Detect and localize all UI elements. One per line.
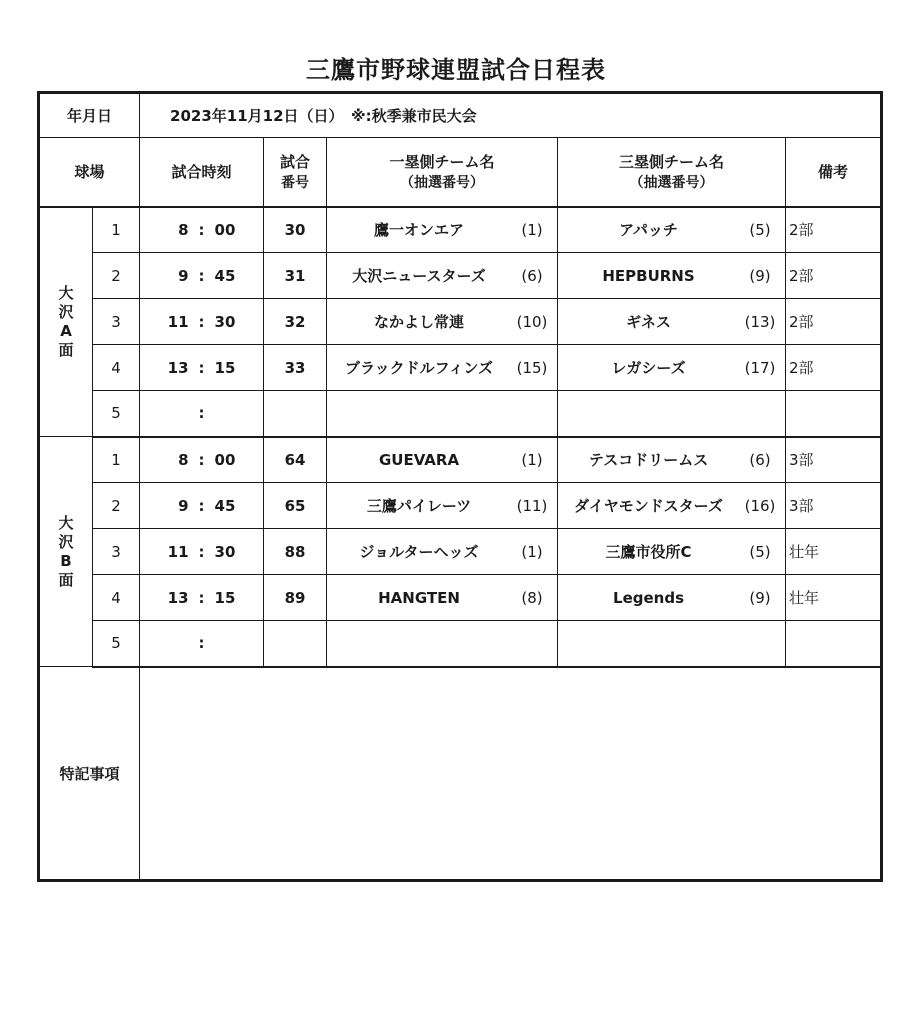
third-base-team-wrap [558, 219, 785, 240]
time-hour [163, 404, 189, 422]
game-row [39, 345, 882, 391]
third-base-team-wrap [558, 589, 785, 607]
first-base-team-wrap [327, 219, 557, 240]
time-hour: 9 [178, 496, 189, 515]
time-minute: 45 [214, 496, 236, 515]
header-game-number-line1: 試合 [280, 153, 311, 172]
game-order: 1 [93, 437, 140, 483]
game-order: 5 [93, 621, 140, 667]
time-separator: : [198, 634, 205, 653]
time-separator: : [198, 266, 205, 285]
third-base-draw-number: (5) [749, 542, 771, 561]
first-base-team [327, 391, 558, 437]
game-remarks: 壮年 [786, 575, 882, 621]
first-base-team [327, 253, 558, 299]
time-wrap [140, 543, 263, 561]
game-number: 88 [264, 529, 327, 575]
court-label-char: A [60, 321, 72, 340]
game-row [39, 483, 882, 529]
third-base-team-wrap [558, 449, 785, 470]
game-row [39, 299, 882, 345]
third-base-team [558, 575, 786, 621]
third-base-team [558, 529, 786, 575]
time-hour [163, 634, 189, 652]
time-hour: 9 [178, 266, 189, 285]
game-order: 3 [93, 529, 140, 575]
time-wrap [140, 221, 263, 239]
third-base-draw-number: (6) [749, 450, 771, 469]
game-time [140, 529, 264, 575]
time-hour: 11 [167, 312, 189, 331]
game-time [140, 207, 264, 253]
header-first-base-team [327, 138, 558, 207]
third-base-draw-number: (17) [744, 358, 776, 377]
header-third-base-line1: 三塁側チーム名 [619, 153, 725, 172]
third-base-team-name: 三鷹市役所C [605, 543, 692, 561]
third-base-team [558, 345, 786, 391]
first-base-draw-number: (11) [516, 496, 548, 515]
first-base-draw-number: (1) [521, 542, 543, 561]
header-game-number [264, 138, 327, 207]
time-hour: 13 [167, 588, 189, 607]
header-field: 球場 [39, 138, 140, 207]
time-minute: 00 [214, 450, 236, 469]
game-row [39, 529, 882, 575]
game-row [39, 391, 882, 437]
third-base-team-name: HEPBURNS [602, 266, 695, 285]
third-base-team-name: レガシーズ [611, 359, 686, 377]
third-base-team-wrap [558, 495, 785, 516]
time-minute: 30 [214, 312, 236, 331]
time-minute [215, 404, 241, 422]
time-wrap [140, 451, 263, 469]
game-remarks: 2部 [786, 207, 882, 253]
game-order: 3 [93, 299, 140, 345]
court-label-char: B [60, 551, 72, 570]
game-order: 4 [93, 575, 140, 621]
time-separator: : [198, 588, 205, 607]
time-minute: 30 [214, 542, 236, 561]
game-time [140, 437, 264, 483]
first-base-team [327, 621, 558, 667]
third-base-team [558, 391, 786, 437]
game-number: 65 [264, 483, 327, 529]
game-order: 1 [93, 207, 140, 253]
time-hour: 11 [167, 542, 189, 561]
header-third-base-line2: （抽選番号） [629, 175, 714, 192]
header-first-base-line1: 一塁側チーム名 [389, 153, 495, 172]
first-base-team [327, 437, 558, 483]
special-notes-row [39, 667, 882, 881]
third-base-team-name: アパッチ [619, 221, 678, 240]
game-remarks: 2部 [786, 299, 882, 345]
first-base-team-name: 鷹一オンエア [374, 221, 465, 240]
time-wrap [140, 497, 263, 515]
header-game-number-line2: 番号 [281, 175, 310, 192]
date-label: 年月日 [39, 93, 140, 138]
game-number: 89 [264, 575, 327, 621]
header-third-base-team [558, 138, 786, 207]
third-base-draw-number: (13) [744, 312, 776, 331]
court-label-char: 沢 [58, 302, 74, 321]
third-base-team [558, 299, 786, 345]
schedule-table [37, 91, 883, 882]
third-base-team-wrap [558, 541, 785, 562]
third-base-draw-number: (9) [749, 588, 771, 607]
game-remarks: 3部 [786, 437, 882, 483]
game-number: 64 [264, 437, 327, 483]
time-separator: : [198, 542, 205, 561]
date-value: 2023年11月12日（日） ※:秋季兼市民大会 [140, 93, 882, 138]
game-remarks: 3部 [786, 483, 882, 529]
game-number: 32 [264, 299, 327, 345]
time-separator: : [198, 450, 205, 469]
game-remarks: 2部 [786, 253, 882, 299]
time-wrap [140, 404, 263, 422]
first-base-team-wrap [327, 265, 557, 286]
header-row [39, 138, 882, 207]
third-base-team [558, 621, 786, 667]
first-base-team [327, 575, 558, 621]
court-label-char: 面 [58, 570, 74, 589]
first-base-team-wrap [327, 589, 557, 607]
header-time: 試合時刻 [140, 138, 264, 207]
first-base-team-name: HANGTEN [378, 588, 460, 607]
first-base-team-name: ジョルターヘッズ [359, 543, 479, 561]
game-remarks: 2部 [786, 345, 882, 391]
time-minute: 15 [214, 588, 236, 607]
time-wrap [140, 313, 263, 331]
first-base-team-wrap [327, 357, 557, 378]
third-base-team-wrap [558, 357, 785, 378]
first-base-team-name: なかよし常連 [374, 313, 465, 331]
third-base-team [558, 207, 786, 253]
game-number: 30 [264, 207, 327, 253]
time-wrap [140, 634, 263, 652]
first-base-team [327, 345, 558, 391]
game-time [140, 253, 264, 299]
third-base-team-name: Legends [613, 588, 685, 607]
game-order: 5 [93, 391, 140, 437]
court-label-char: 大 [58, 283, 74, 302]
game-remarks [786, 391, 882, 437]
game-order: 2 [93, 253, 140, 299]
court-label-char: 沢 [58, 532, 74, 551]
first-base-team [327, 483, 558, 529]
first-base-team [327, 207, 558, 253]
first-base-draw-number: (1) [521, 220, 543, 239]
special-notes-label: 特記事項 [39, 667, 140, 881]
header-first-base-line2: （抽選番号） [400, 175, 485, 192]
game-row [39, 437, 882, 483]
game-order: 4 [93, 345, 140, 391]
game-row [39, 253, 882, 299]
court-label-char: 大 [58, 513, 74, 532]
header-remarks: 備考 [786, 138, 882, 207]
first-base-draw-number: (1) [521, 450, 543, 469]
time-wrap [140, 267, 263, 285]
time-minute: 15 [214, 358, 236, 377]
third-base-draw-number: (5) [749, 220, 771, 239]
time-minute: 45 [214, 266, 236, 285]
first-base-team-wrap [327, 541, 557, 562]
third-base-team-name: テスコドリームス [588, 451, 709, 470]
third-base-draw-number: (16) [744, 496, 776, 515]
first-base-team-name: ブラックドルフィンズ [344, 359, 494, 377]
time-separator: : [198, 404, 205, 423]
game-number: 31 [264, 253, 327, 299]
court-label [39, 437, 93, 667]
time-separator: : [198, 312, 205, 331]
time-separator: : [198, 496, 205, 515]
first-base-draw-number: (8) [521, 588, 543, 607]
first-base-team-wrap [327, 451, 557, 469]
first-base-team-wrap [327, 311, 557, 332]
first-base-team [327, 299, 558, 345]
game-order: 2 [93, 483, 140, 529]
game-time [140, 483, 264, 529]
game-time [140, 575, 264, 621]
game-remarks [786, 621, 882, 667]
time-minute: 00 [214, 220, 236, 239]
first-base-team-wrap [327, 495, 557, 516]
game-number: 33 [264, 345, 327, 391]
time-hour: 13 [167, 358, 189, 377]
game-time [140, 391, 264, 437]
first-base-team [327, 529, 558, 575]
first-base-team-name: GUEVARA [378, 450, 460, 469]
game-number [264, 391, 327, 437]
third-base-team [558, 483, 786, 529]
game-time [140, 621, 264, 667]
third-base-team [558, 437, 786, 483]
time-hour: 8 [178, 450, 189, 469]
game-row [39, 207, 882, 253]
game-row [39, 575, 882, 621]
first-base-team-name: 大沢ニュースターズ [352, 267, 486, 285]
first-base-draw-number: (15) [516, 358, 548, 377]
third-base-team-name: ギネス [626, 313, 671, 331]
document-title: 三鷹市野球連盟試合日程表 [306, 56, 606, 84]
first-base-draw-number: (10) [516, 312, 548, 331]
time-separator: : [198, 220, 205, 239]
court-label [39, 207, 93, 437]
third-base-draw-number: (9) [749, 266, 771, 285]
time-minute [215, 634, 241, 652]
court-label-char: 面 [58, 340, 74, 359]
game-number [264, 621, 327, 667]
game-row [39, 621, 882, 667]
game-remarks: 壮年 [786, 529, 882, 575]
first-base-draw-number: (6) [521, 266, 543, 285]
time-hour: 8 [178, 220, 189, 239]
special-notes-area [140, 667, 882, 881]
third-base-team-wrap [558, 267, 785, 285]
third-base-team-name: ダイヤモンドスターズ [574, 497, 723, 515]
game-time [140, 299, 264, 345]
game-time [140, 345, 264, 391]
first-base-team-name: 三鷹パイレーツ [366, 497, 472, 515]
time-wrap [140, 589, 263, 607]
third-base-team-wrap [558, 311, 785, 332]
time-separator: : [198, 358, 205, 377]
time-wrap [140, 359, 263, 377]
third-base-team [558, 253, 786, 299]
